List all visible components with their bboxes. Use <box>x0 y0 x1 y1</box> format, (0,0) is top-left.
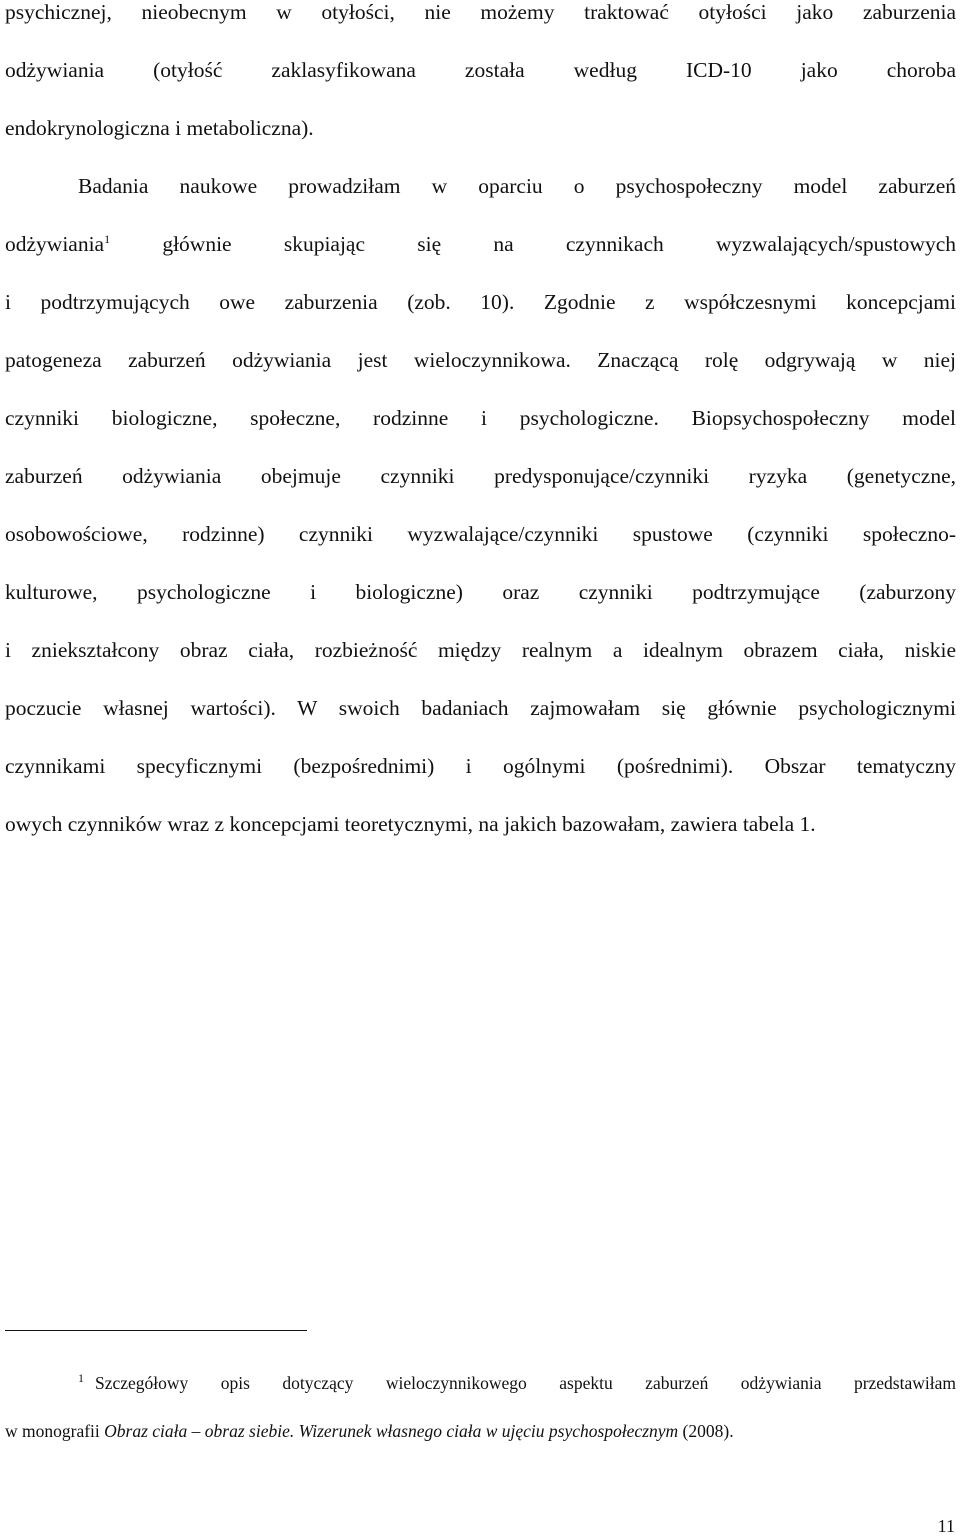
footnote-text: w monografii <box>5 1421 105 1441</box>
text-line: endokrynologiczna i metaboliczna). <box>5 116 314 140</box>
footnote-text: Szczegółowy opis dotyczący wieloczynnikowego aspektu zaburzeń odżywiania przedstawiłam <box>95 1373 956 1393</box>
footnote-text: (2008). <box>678 1421 734 1441</box>
footnote-separator <box>5 1330 307 1331</box>
footnote-reference[interactable]: 1 <box>104 231 111 246</box>
text-line: i zniekształcony obraz ciała, rozbieżność między realnym a idealnym obrazem ciała, niskie <box>5 638 956 662</box>
text-line: zaburzeń odżywiania obejmuje czynniki predysponujące/czynniki ryzyka (genetyczne, <box>5 464 956 488</box>
page-number: 11 <box>937 1516 955 1536</box>
text-line: poczucie własnej wartości). W swoich badaniach zajmowałam się głównie psychologicznymi <box>5 696 956 720</box>
text-line: psychicznej, nieobecnym w otyłości, nie możemy traktować otyłości jako zaburzenia <box>5 0 956 24</box>
footnote-line <box>5 1372 956 1394</box>
text-line: Badania naukowe prowadziłam w oparciu o psychospołeczny model zaburzeń <box>78 174 956 198</box>
text-line: czynniki biologiczne, społeczne, rodzinne i psychologiczne. Biopsychospołeczny model <box>5 406 956 430</box>
footnote-mark: 1 <box>78 1371 84 1386</box>
text-fragment: odżywiania <box>5 232 105 256</box>
text-line: owych czynników wraz z koncepcjami teoretycznymi, na jakich bazowałam, zawiera tabela 1. <box>5 812 816 836</box>
text-fragment: głównie skupiając się na czynnikach wyzwalających/spustowych <box>110 232 956 256</box>
text-line: kulturowe, psychologiczne i biologiczne) oraz czynniki podtrzymujące (zaburzony <box>5 580 956 604</box>
text-line-with-footnote-ref <box>5 232 956 256</box>
text-line: osobowościowe, rodzinne) czynniki wyzwalające/czynniki spustowe (czynniki społeczno- <box>5 522 956 546</box>
text-line: czynnikami specyficznymi (bezpośrednimi) i ogólnymi (pośrednimi). Obszar tematyczny <box>5 754 956 778</box>
text-line: odżywiania (otyłość zaklasyfikowana została według ICD-10 jako choroba <box>5 58 956 82</box>
text-line: patogeneza zaburzeń odżywiania jest wieloczynnikowa. Znaczącą rolę odgrywają w niej <box>5 348 956 372</box>
text-line: i podtrzymujących owe zaburzenia (zob. 10). Zgodnie z współczesnymi koncepcjami <box>5 290 956 314</box>
footnote-book-title: Obraz ciała – obraz siebie. Wizerunek własnego ciała w ujęciu psychospołecznym <box>104 1421 679 1441</box>
footnote-line <box>5 1420 956 1442</box>
